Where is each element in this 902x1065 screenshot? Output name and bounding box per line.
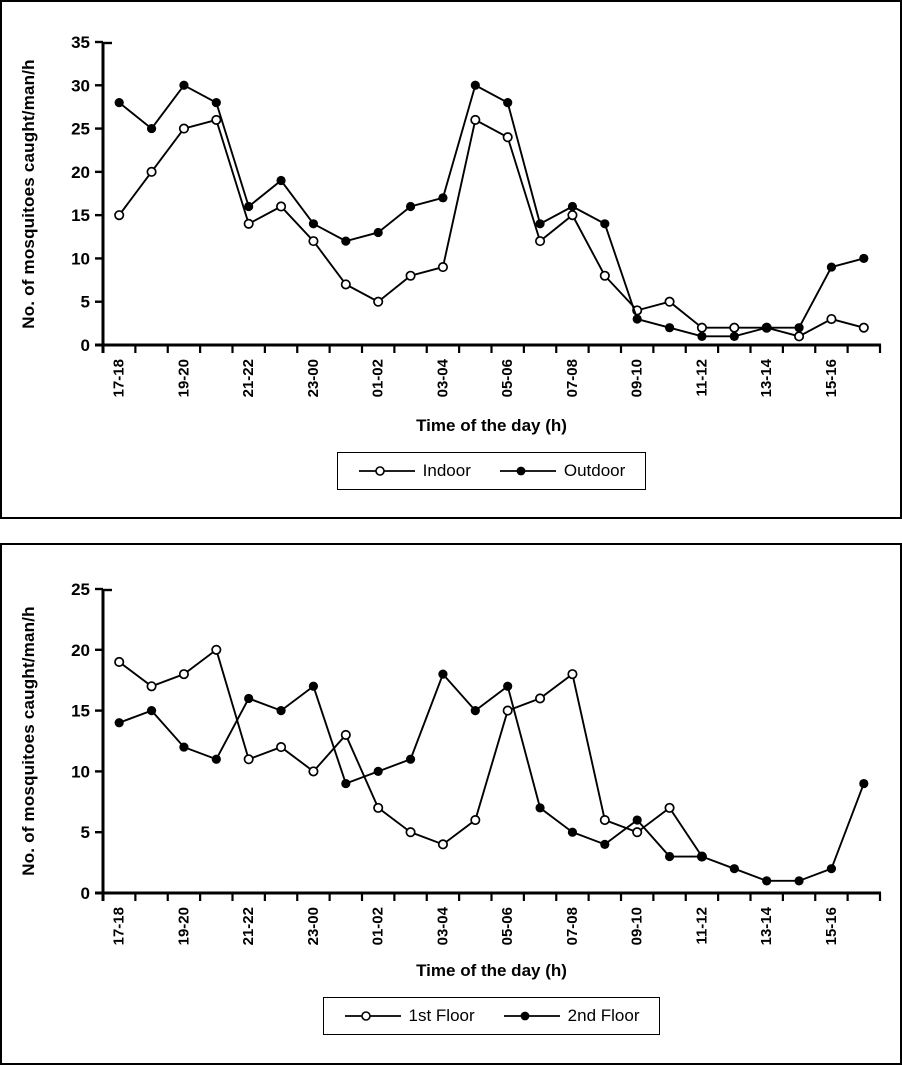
legend-entry-2nd-floor bbox=[503, 1006, 640, 1026]
legend-entry-indoor bbox=[358, 461, 471, 481]
axes bbox=[95, 589, 881, 901]
svg-text:11-12: 11-12 bbox=[693, 359, 711, 397]
svg-text:30: 30 bbox=[71, 76, 90, 96]
y-tick-labels bbox=[71, 33, 90, 355]
svg-text:5: 5 bbox=[80, 292, 90, 312]
svg-text:15-16: 15-16 bbox=[822, 907, 840, 946]
svg-text:15-16: 15-16 bbox=[822, 359, 840, 398]
open-circle-marker-icon bbox=[344, 1010, 402, 1022]
svg-text:25: 25 bbox=[71, 119, 90, 139]
y-axis-title: No. of mosquitoes caught/man/h bbox=[19, 59, 38, 329]
indoor-outdoor-line-chart bbox=[2, 2, 900, 416]
svg-text:15: 15 bbox=[71, 701, 90, 721]
svg-text:19-20: 19-20 bbox=[175, 907, 193, 946]
series-1st-floor bbox=[115, 646, 706, 861]
panel-indoor-outdoor-chart bbox=[0, 0, 902, 519]
filled-circle-marker-icon bbox=[499, 465, 557, 477]
svg-text:09-10: 09-10 bbox=[628, 359, 646, 398]
svg-text:07-08: 07-08 bbox=[563, 359, 581, 398]
svg-text:17-18: 17-18 bbox=[110, 359, 128, 398]
svg-text:20: 20 bbox=[71, 162, 90, 182]
legend-label-2nd-floor: 2nd Floor bbox=[567, 1006, 640, 1025]
y-tick-labels bbox=[71, 580, 90, 903]
svg-text:05-06: 05-06 bbox=[499, 359, 517, 398]
open-circle-marker-icon bbox=[358, 465, 416, 477]
filled-circle-marker-icon bbox=[503, 1010, 561, 1022]
x-tick-labels bbox=[111, 358, 840, 397]
svg-text:5: 5 bbox=[80, 823, 90, 843]
svg-text:01-02: 01-02 bbox=[369, 359, 387, 398]
legend-entry-outdoor bbox=[499, 461, 625, 481]
floors-line-chart bbox=[2, 545, 900, 961]
svg-text:13-14: 13-14 bbox=[758, 359, 776, 398]
x-axis-title: Time of the day (h) bbox=[416, 961, 567, 980]
svg-text:23-00: 23-00 bbox=[304, 359, 322, 398]
svg-text:0: 0 bbox=[80, 336, 90, 355]
legend-entry-1st-floor bbox=[344, 1006, 475, 1026]
svg-text:09-10: 09-10 bbox=[628, 907, 646, 946]
svg-text:17-18: 17-18 bbox=[110, 907, 128, 946]
svg-text:35: 35 bbox=[71, 33, 90, 52]
svg-text:03-04: 03-04 bbox=[434, 359, 452, 398]
svg-text:01-02: 01-02 bbox=[369, 907, 387, 946]
legend-indoor-outdoor bbox=[337, 452, 647, 490]
svg-text:20: 20 bbox=[71, 640, 90, 660]
x-tick-labels bbox=[111, 906, 840, 945]
svg-text:25: 25 bbox=[71, 580, 90, 599]
axes bbox=[95, 42, 881, 353]
svg-text:21-22: 21-22 bbox=[240, 907, 258, 946]
svg-text:13-14: 13-14 bbox=[758, 907, 776, 946]
svg-text:23-00: 23-00 bbox=[304, 907, 322, 946]
svg-text:19-20: 19-20 bbox=[175, 359, 193, 398]
series-indoor bbox=[115, 116, 868, 341]
svg-text:15: 15 bbox=[71, 206, 90, 226]
legend-floors bbox=[323, 997, 661, 1035]
legend-label-1st-floor: 1st Floor bbox=[408, 1006, 475, 1025]
legend-label-outdoor: Outdoor bbox=[563, 461, 626, 480]
series-outdoor bbox=[115, 81, 869, 341]
panel-floors-chart bbox=[0, 543, 902, 1065]
series-2nd-floor bbox=[115, 670, 869, 886]
svg-text:10: 10 bbox=[71, 249, 90, 269]
svg-text:11-12: 11-12 bbox=[693, 907, 711, 945]
x-axis-title: Time of the day (h) bbox=[416, 416, 567, 435]
svg-text:10: 10 bbox=[71, 762, 90, 782]
svg-text:05-06: 05-06 bbox=[499, 907, 517, 946]
svg-text:07-08: 07-08 bbox=[563, 907, 581, 946]
svg-text:0: 0 bbox=[80, 884, 90, 903]
svg-text:21-22: 21-22 bbox=[240, 359, 258, 398]
y-axis-title: No. of mosquitoes caught/man/h bbox=[19, 606, 38, 876]
legend-label-indoor: Indoor bbox=[422, 461, 471, 480]
svg-text:03-04: 03-04 bbox=[434, 907, 452, 946]
